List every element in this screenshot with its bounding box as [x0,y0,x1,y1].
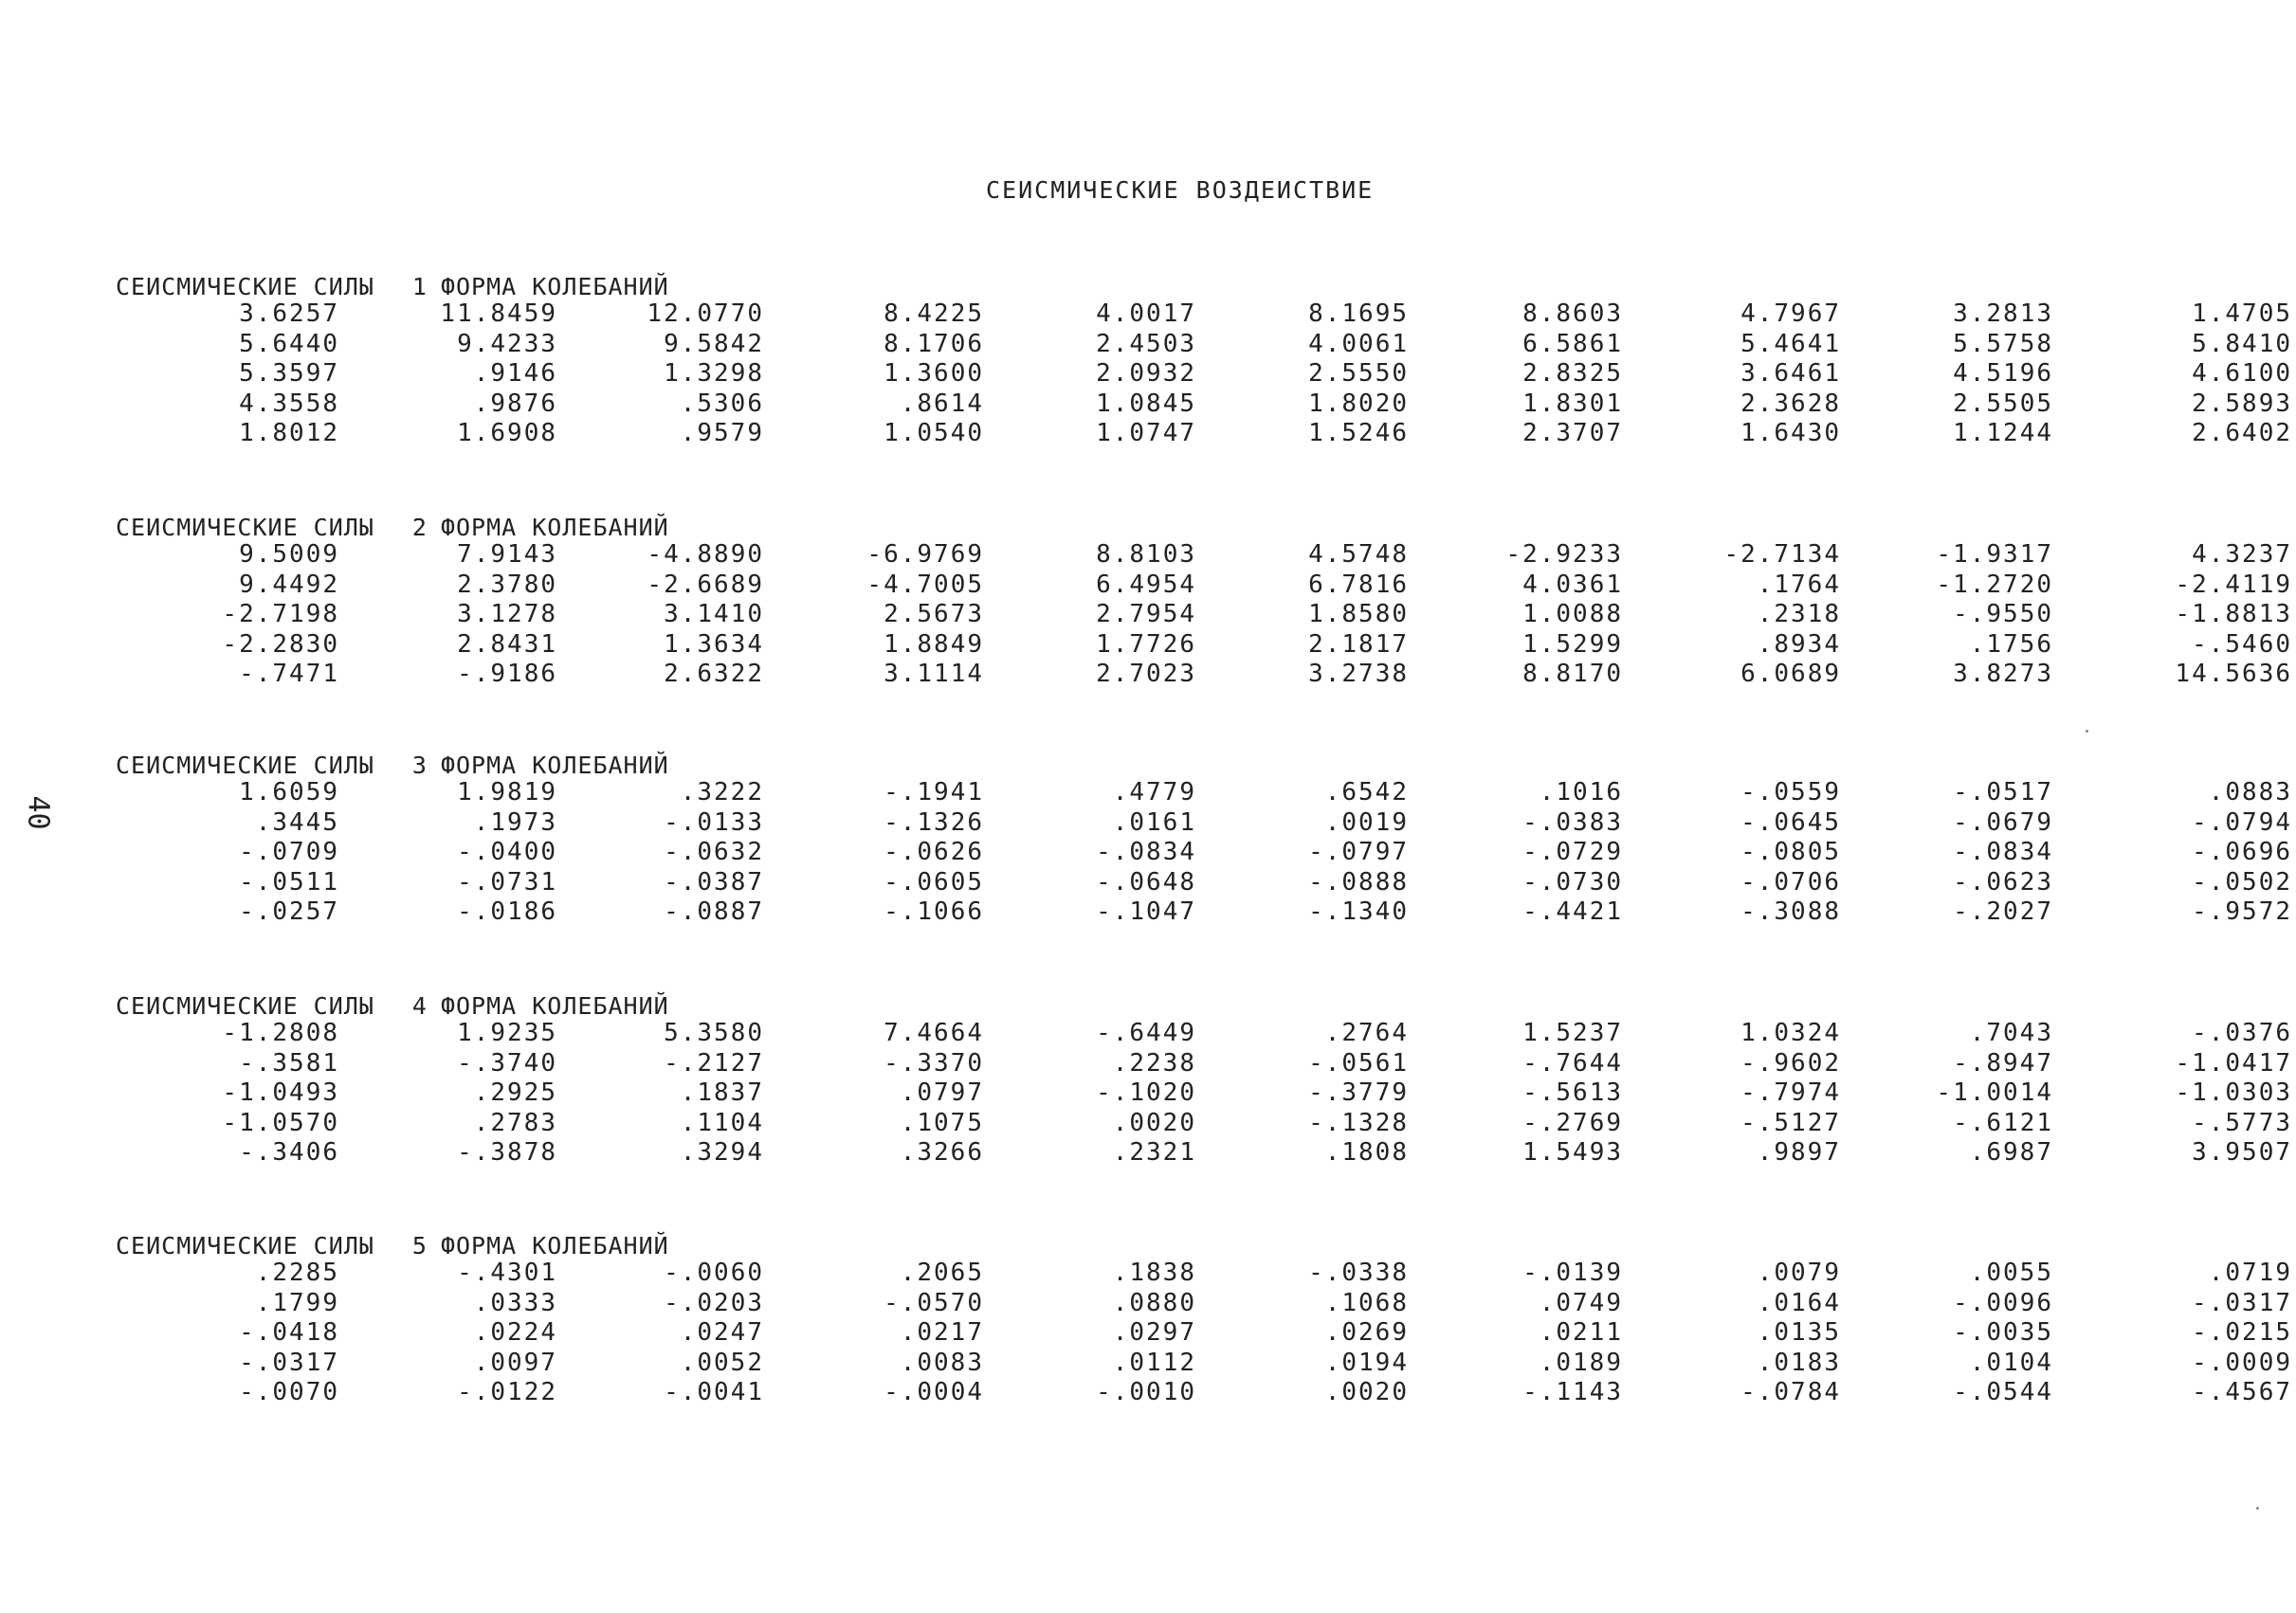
table-row [0,897,2296,928]
table-cell: -.3779 [1308,1078,1409,1107]
table-row [0,359,2296,390]
table-row [0,1378,2296,1408]
table-cell: 8.1706 [884,329,984,358]
table-row [0,1318,2296,1349]
table-cell: 9.5009 [239,540,339,569]
table-cell: -.0041 [664,1378,764,1406]
table-cell: -.1326 [884,807,984,837]
table-cell: 5.3597 [239,359,339,388]
table-cell: -.0834 [1953,838,2053,866]
table-cell: 2.1817 [1308,629,1409,659]
table-cell: 1.1244 [1953,419,2053,447]
table-cell: 1.6059 [239,778,339,806]
table-cell: -.0561 [1308,1048,1409,1078]
table-cell: -.0418 [239,1318,339,1347]
table-cell: -1.0303 [2175,1078,2292,1107]
table-cell: -.0729 [1522,838,1623,866]
table-cell: -.0559 [1740,778,1841,806]
table-cell: 2.5673 [884,600,984,628]
table-cell: -.0502 [2192,867,2292,897]
table-cell: 4.5196 [1953,359,2053,388]
table-cell: -.5127 [1740,1108,1841,1137]
table-cell: -.3878 [457,1138,557,1167]
section-heading-label: СЕИСМИЧЕСКИЕ СИЛЫ [116,752,374,779]
table-cell: 6.7816 [1308,570,1409,599]
table-cell: -.0139 [1522,1259,1623,1287]
table-cell: 1.0324 [1740,1019,1841,1047]
table-cell: 4.7967 [1740,299,1841,328]
table-cell: .0104 [1969,1348,2053,1377]
table-cell: 14.5636 [2175,660,2292,688]
table-cell: 2.5505 [1953,389,2053,418]
table-cell: 1.7726 [1096,629,1196,659]
table-cell: -.0009 [2192,1348,2292,1377]
table-cell: -.5460 [2192,629,2292,659]
table-cell: -.0731 [457,867,557,897]
table-cell: -.0387 [664,867,764,897]
table-cell: 1.8012 [239,419,339,447]
table-cell: 8.8103 [1096,540,1196,569]
table-cell: .2925 [473,1078,557,1107]
table-cell: .1075 [900,1108,984,1137]
table-cell: -6.9769 [866,540,984,569]
table-cell: .0269 [1324,1318,1409,1347]
table-cell: 1.3600 [884,359,984,388]
table-cell: -.1941 [884,778,984,806]
table-cell: 2.8431 [457,629,557,659]
table-cell: 1.8580 [1308,600,1409,628]
table-cell: -1.0014 [1936,1078,2053,1107]
table-row [0,600,2296,630]
table-cell: .0247 [680,1318,764,1347]
page-title: СЕИСМИЧЕСКИЕ ВОЗДЕИСТВИЕ [986,176,1375,204]
table-cell: -.0257 [239,897,339,926]
table-cell: -.0648 [1096,867,1196,897]
table-cell: -.0544 [1953,1378,2053,1406]
table-cell: .2764 [1324,1019,1409,1047]
table-cell: .2238 [1112,1048,1196,1078]
table-cell: .8934 [1757,629,1841,659]
table-cell: .1799 [255,1288,339,1317]
table-cell: -.0632 [664,838,764,866]
table-cell: 1.0540 [884,419,984,447]
table-cell: 3.2738 [1308,660,1409,688]
table-cell: -.3406 [239,1138,339,1167]
scan-speck [2086,730,2088,733]
table-cell: -.3581 [239,1048,339,1078]
table-cell: 1.0088 [1522,600,1623,628]
table-cell: -.2127 [664,1048,764,1078]
table-row [0,299,2296,330]
table-cell: .0211 [1539,1318,1623,1347]
table-cell: 9.4492 [239,570,339,599]
table-cell: 1.3634 [664,629,764,659]
mode-label: ФОРМА КОЛЕБАНИЙ [440,273,669,300]
table-cell: -.2027 [1953,897,2053,926]
mode-number: 1 [411,273,428,300]
table-cell: .1837 [680,1078,764,1107]
mode-number: 2 [411,514,428,541]
table-cell: -.0570 [884,1288,984,1317]
table-cell: -2.7198 [222,600,339,628]
table-cell: -.1047 [1096,897,1196,926]
table-cell: .0019 [1324,807,1409,837]
table-cell: -2.9233 [1505,540,1623,569]
table-cell: -.0070 [239,1378,339,1406]
table-cell: .9579 [680,419,764,447]
table-row [0,630,2296,661]
table-cell: -1.0417 [2175,1048,2292,1078]
table-cell: -.1340 [1308,897,1409,926]
mode-number: 5 [411,1232,428,1260]
table-cell: -.0706 [1740,867,1841,897]
table-row [0,419,2296,449]
table-cell: -.4567 [2192,1378,2292,1406]
table-cell: -.4421 [1522,897,1623,926]
table-cell: -.9550 [1953,600,2053,628]
table-cell: 5.3580 [664,1019,764,1047]
table-cell: .0052 [680,1348,764,1377]
table-cell: .0719 [2208,1259,2292,1287]
table-cell: -.7471 [239,660,339,688]
table-cell: 4.3237 [2192,540,2292,569]
table-cell: 3.8273 [1953,660,2053,688]
table-cell: .0749 [1539,1288,1623,1317]
table-cell: -.3370 [884,1048,984,1078]
table-cell: .5306 [680,389,764,418]
table-cell: .2285 [255,1259,339,1287]
table-cell: -1.9317 [1936,540,2053,569]
table-cell: -.0605 [884,867,984,897]
section-heading-label: СЕИСМИЧЕСКИЕ СИЛЫ [116,992,374,1020]
table-cell: 3.6257 [239,299,339,328]
table-cell: -1.2720 [1936,570,2053,599]
table-cell: 7.4664 [884,1019,984,1047]
table-cell: .3445 [255,807,339,837]
table-cell: 5.6440 [239,329,339,358]
table-cell: .0020 [1112,1108,1196,1137]
table-cell: .1808 [1324,1138,1409,1167]
table-cell: .4779 [1112,778,1196,806]
mode-label: ФОРМА КОЛЕБАНИЙ [440,1232,669,1260]
mode-label: ФОРМА КОЛЕБАНИЙ [440,992,669,1020]
table-cell: 1.6430 [1740,419,1841,447]
table-cell: -.7644 [1522,1048,1623,1078]
table-cell: 4.0361 [1522,570,1623,599]
table-row [0,808,2296,839]
table-cell: 4.0061 [1308,329,1409,358]
table-row [0,540,2296,571]
table-cell: -.0096 [1953,1288,2053,1317]
section-heading-label: СЕИСМИЧЕСКИЕ СИЛЫ [116,1232,374,1260]
table-cell: .6987 [1969,1138,2053,1167]
table-cell: .0112 [1112,1348,1196,1377]
table-cell: .2065 [900,1259,984,1287]
table-cell: 4.6100 [2192,359,2292,388]
table-cell: -.0805 [1740,838,1841,866]
table-cell: 4.5748 [1308,540,1409,569]
table-cell: .6542 [1324,778,1409,806]
table-cell: .3266 [900,1138,984,1167]
table-row [0,660,2296,690]
table-cell: 2.5550 [1308,359,1409,388]
table-row [0,868,2296,898]
table-cell: .0161 [1112,807,1196,837]
table-row [0,571,2296,601]
table-row [0,838,2296,868]
table-cell: -.0004 [884,1378,984,1406]
table-cell: 5.5758 [1953,329,2053,358]
table-cell: .1068 [1324,1288,1409,1317]
table-cell: 1.8020 [1308,389,1409,418]
table-cell: 2.5893 [2192,389,2292,418]
table-cell: -.1328 [1308,1108,1409,1137]
table-cell: -.0626 [884,838,984,866]
table-cell: -.0060 [664,1259,764,1287]
table-cell: -.4301 [457,1259,557,1287]
table-cell: -.0133 [664,807,764,837]
table-row [0,1019,2296,1049]
section-heading [116,752,669,779]
table-cell: 3.9507 [2192,1138,2292,1167]
table-row [0,1109,2296,1139]
table-cell: -.0010 [1096,1378,1196,1406]
table-cell: .0880 [1112,1288,1196,1317]
table-cell: .1016 [1539,778,1623,806]
table-cell: .9897 [1757,1138,1841,1167]
table-cell: 1.0747 [1096,419,1196,447]
table-cell: 1.8849 [884,629,984,659]
table-cell: -.0623 [1953,867,2053,897]
table-cell: -.8947 [1953,1048,2053,1078]
table-cell: -.0794 [2192,807,2292,837]
table-cell: .1756 [1969,629,2053,659]
mode-label: ФОРМА КОЛЕБАНИЙ [440,752,669,779]
table-cell: .2321 [1112,1138,1196,1167]
section-heading-label: СЕИСМИЧЕСКИЕ СИЛЫ [116,514,374,541]
table-cell: .0135 [1757,1318,1841,1347]
table-cell: -.0709 [239,838,339,866]
table-cell: .0079 [1757,1259,1841,1287]
table-row [0,1259,2296,1289]
table-cell: 4.3558 [239,389,339,418]
table-cell: 1.0845 [1096,389,1196,418]
mode-label: ФОРМА КОЛЕБАНИЙ [440,514,669,541]
table-cell: -1.0493 [222,1078,339,1107]
table-cell: -.0679 [1953,807,2053,837]
section-heading [116,1232,669,1260]
table-cell: .0797 [900,1078,984,1107]
table-cell: 1.3298 [664,359,764,388]
table-cell: .0183 [1757,1348,1841,1377]
table-row [0,330,2296,360]
table-cell: .0217 [900,1318,984,1347]
table-cell: 2.3780 [457,570,557,599]
table-cell: 1.5299 [1522,629,1623,659]
table-cell: .3222 [680,778,764,806]
table-cell: 2.7954 [1096,600,1196,628]
table-cell: -1.0570 [222,1108,339,1137]
table-cell: 3.6461 [1740,359,1841,388]
table-cell: 11.8459 [440,299,557,328]
table-cell: -.0203 [664,1288,764,1317]
table-cell: .7043 [1969,1019,2053,1047]
table-cell: 2.6402 [2192,419,2292,447]
table-row [0,1289,2296,1319]
table-cell: -.0383 [1522,807,1623,837]
table-cell: .0020 [1324,1378,1409,1406]
table-cell: .0883 [2208,778,2292,806]
table-cell: -.0376 [2192,1019,2292,1047]
table-cell: 3.1278 [457,600,557,628]
table-row [0,1138,2296,1169]
table-cell: .3294 [680,1138,764,1167]
table-row [0,778,2296,808]
table-cell: 9.5842 [664,329,764,358]
table-cell: 1.5237 [1522,1019,1623,1047]
table-cell: -.1066 [884,897,984,926]
table-cell: .0194 [1324,1348,1409,1377]
table-cell: 3.1410 [664,600,764,628]
table-cell: .8614 [900,389,984,418]
table-cell: -2.4119 [2175,570,2292,599]
table-cell: -.5773 [2192,1108,2292,1137]
table-cell: -.0517 [1953,778,2053,806]
table-cell: 6.4954 [1096,570,1196,599]
table-cell: -.0035 [1953,1318,2053,1347]
table-cell: 2.3628 [1740,389,1841,418]
table-row [0,1078,2296,1109]
table-cell: -2.7134 [1723,540,1841,569]
table-row [0,1349,2296,1379]
table-cell: -.0511 [239,867,339,897]
table-cell: -.0797 [1308,838,1409,866]
table-cell: .0224 [473,1318,557,1347]
table-cell: -4.8890 [647,540,764,569]
table-cell: .1973 [473,807,557,837]
table-cell: 6.5861 [1522,329,1623,358]
table-cell: 2.3707 [1522,419,1623,447]
table-cell: 6.0689 [1740,660,1841,688]
table-cell: 8.8603 [1522,299,1623,328]
table-cell: -.0696 [2192,838,2292,866]
table-cell: 2.6322 [664,660,764,688]
table-cell: .9146 [473,359,557,388]
table-cell: -.3088 [1740,897,1841,926]
table-cell: 5.8410 [2192,329,2292,358]
table-cell: 1.5493 [1522,1138,1623,1167]
table-cell: -.0887 [664,897,764,926]
table-cell: 4.0017 [1096,299,1196,328]
table-cell: .1104 [680,1108,764,1137]
table-cell: -.5613 [1522,1078,1623,1107]
table-cell: -.0215 [2192,1318,2292,1347]
table-cell: 1.6908 [457,419,557,447]
table-cell: .0083 [900,1348,984,1377]
table-cell: -.9572 [2192,897,2292,926]
table-cell: 8.4225 [884,299,984,328]
page-number: 40 [21,795,55,830]
table-cell: -.0317 [2192,1288,2292,1317]
table-cell: 1.9235 [457,1019,557,1047]
table-cell: -4.7005 [866,570,984,599]
table-cell: -.1143 [1522,1378,1623,1406]
table-cell: .2318 [1757,600,1841,628]
table-cell: -.0730 [1522,867,1623,897]
table-cell: -.0338 [1308,1259,1409,1287]
table-cell: -.1020 [1096,1078,1196,1107]
table-cell: .1764 [1757,570,1841,599]
table-cell: .1838 [1112,1259,1196,1287]
table-cell: -1.2808 [222,1019,339,1047]
table-cell: 5.4641 [1740,329,1841,358]
table-cell: 8.1695 [1308,299,1409,328]
table-cell: .0164 [1757,1288,1841,1317]
table-cell: -2.6689 [647,570,764,599]
table-cell: 2.4503 [1096,329,1196,358]
mode-number: 3 [411,752,428,779]
table-cell: 3.1114 [884,660,984,688]
table-cell: 2.0932 [1096,359,1196,388]
table-cell: -.0317 [239,1348,339,1377]
table-cell: 1.5246 [1308,419,1409,447]
table-cell: -.7974 [1740,1078,1841,1107]
table-cell: 3.2813 [1953,299,2053,328]
table-cell: -.0834 [1096,838,1196,866]
table-cell: 9.4233 [457,329,557,358]
mode-number: 4 [411,992,428,1020]
table-row [0,390,2296,420]
table-cell: 1.9819 [457,778,557,806]
section-heading-label: СЕИСМИЧЕСКИЕ СИЛЫ [116,273,374,300]
table-cell: -.0400 [457,838,557,866]
table-cell: .0297 [1112,1318,1196,1347]
table-cell: -.3740 [457,1048,557,1078]
table-cell: 2.7023 [1096,660,1196,688]
table-cell: -1.8813 [2175,600,2292,628]
table-row [0,1049,2296,1079]
section-heading [116,992,669,1020]
table-cell: -.0784 [1740,1378,1841,1406]
table-cell: .0333 [473,1288,557,1317]
section-heading [116,273,669,300]
table-cell: -.6121 [1953,1108,2053,1137]
table-cell: 12.0770 [647,299,764,328]
table-cell: 1.4705 [2192,299,2292,328]
table-cell: 1.8301 [1522,389,1623,418]
table-cell: .0189 [1539,1348,1623,1377]
table-cell: -.0186 [457,897,557,926]
table-cell: -.9602 [1740,1048,1841,1078]
table-cell: 2.8325 [1522,359,1623,388]
table-cell: -2.2830 [222,629,339,659]
table-cell: -.0122 [457,1378,557,1406]
table-cell: .0055 [1969,1259,2053,1287]
section-heading [116,514,669,541]
table-cell: -.6449 [1096,1019,1196,1047]
table-cell: -.0645 [1740,807,1841,837]
table-cell: .0097 [473,1348,557,1377]
table-cell: -.9186 [457,660,557,688]
table-cell: -.0888 [1308,867,1409,897]
table-cell: -.2769 [1522,1108,1623,1137]
table-cell: 7.9143 [457,540,557,569]
scan-speck [2256,1507,2259,1510]
table-cell: 8.8170 [1522,660,1623,688]
table-cell: .9876 [473,389,557,418]
table-cell: .2783 [473,1108,557,1137]
